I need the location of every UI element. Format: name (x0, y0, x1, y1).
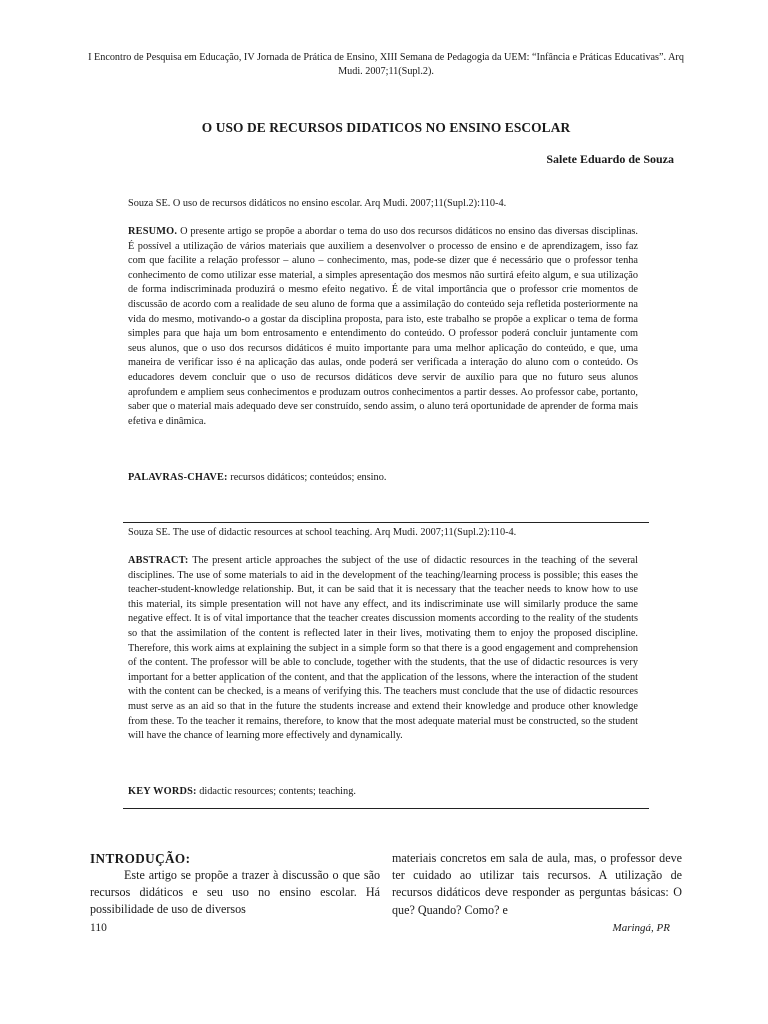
keywords-label-portuguese: PALAVRAS-CHAVE: (128, 472, 228, 483)
divider-top (123, 522, 649, 523)
introduction-continuation: materiais concretos em sala de aula, mas, o professor deve ter cuidado ao utilizar tais recursos. A utilização de recursos didáticos deve responder as perguntas básicas: O que? Quando? Como? e (392, 851, 682, 917)
keywords-text-portuguese: recursos didáticos; conteúdos; ensino. (227, 472, 387, 483)
abstract-portuguese (128, 225, 638, 429)
keywords-label-english: KEY WORDS: (128, 786, 197, 797)
introduction-heading: INTRODUÇÃO: (90, 851, 191, 866)
keywords-english (128, 785, 638, 800)
abstract-text-portuguese: O presente artigo se propõe a abordar o tema do uso dos recursos didáticos no ensino das diversas disciplinas. É possível a utilização de vários materiais que auxiliem a desenvolver o processo de ensino e de aprendizagem, isso faz com que facilite a relação professor – aluno – conhecimento, mas, pode-se dizer que é necessário que o professor tenha conhecimento de como utilizar esse material, a simples apresentação dos mesmos não surtirá efeito algum, e sua utilização de forma indiscriminada produzirá o mesmo efeito negativo. É de vital importância que o professor crie momentos de discussão de acordo com a realidade de seu aluno de forma que a assimilação do conteúdo seja refletida posteriormente na vida do mesmo, motivando-o a gostar da disciplina proposta, para isto, este trabalho se propõe a explicar o tema de forma simples para que haja um bom entrosamento e entendimento do conteúdo. O professor poderá concluir juntamente com seus alunos, que o uso dos recursos didáticos é muito importante para uma melhor aplicação do conteúdo, e que, uma maneira de verificar isso é na aplicação das aulas, onde poderá ser verificada a interação do aluno com o conteúdo. Os educadores devem concluir que o uso de recursos didáticos deve servir de auxílio para que no futuro seus alunos aprofundem e ampliem seus conhecimentos e produzam outros conhecimentos a partir desses. Ao professor cabe, portanto, saber que o material mais adequado deve ser construído, sendo assim, o aluno terá oportunidade de aprender de forma mais efetiva e dinâmica. (128, 226, 638, 427)
introduction-paragraph: Este artigo se propõe a trazer à discussão o que são recursos didáticos e seu uso no ensino escolar. Há possibilidade de uso de diversos (90, 868, 380, 917)
footer-place: Maringá, PR (612, 922, 670, 934)
citation-portuguese: Souza SE. O uso de recursos didáticos no ensino escolar. Arq Mudi. 2007;11(Supl.2):110-4. (128, 198, 507, 209)
divider-bottom (123, 808, 649, 809)
article-author: Salete Eduardo de Souza (546, 152, 674, 166)
abstract-text-english: The present article approaches the subject of the use of didactic resources in the teaching of the several disciplines. The use of some materials to aid in the development of the teaching/learning process is possible; this eases the teacher-student-knowledge relationship. But, it can be said that it is necessary that the teacher needs to know how to use this material, its simple presentation will not have any effect, and its indiscriminate use will similarly produce the same negative effect. It is of vital importance that the teacher creates discussion moments according to the reality of the students so that the assimilation of the content is reflected later in their lives, motivating them to enjoy the proposed discipline. Therefore, this work aims at explaining the subject in a simple form so that there is a good engagement and comprehension of the content. The professor will be able to conclude, together with the students, that the use of didactic resources is very important for a better application of the content, and that the application of the lessons, where the interaction of the student with the content can be checked, is a means of verifying this. The teachers must conclude that the use of didactic resources must serve as an aid so that in the future the students increase and extend their knowledge and produce other knowledge from these. To the teacher it remains, therefore, to know that the most adequate material must be constructed, so the student will have the chance of learning more effectively and dynamically. (128, 555, 638, 742)
abstract-english (128, 554, 638, 744)
keywords-text-english: didactic resources; contents; teaching. (196, 786, 356, 797)
abstract-label-portuguese: RESUMO. (128, 226, 178, 237)
keywords-portuguese (128, 471, 638, 486)
abstract-label-english: ABSTRACT: (128, 555, 189, 566)
citation-english: Souza SE. The use of didactic resources at school teaching. Arq Mudi. 2007;11(Supl.2):110-4. (128, 527, 517, 538)
page-number: 110 (90, 922, 107, 934)
running-header: I Encontro de Pesquisa em Educação, IV Jornada de Prática de Ensino, XIII Semana de Pedagogia da UEM: “Infância e Práticas Educativas”. Arq Mudi. 2007;11(Supl.2). (88, 52, 684, 77)
article-title: O USO DE RECURSOS DIDATICOS NO ENSINO ESCOLAR (201, 120, 571, 135)
body-column-right (392, 850, 682, 919)
body-column-left (90, 850, 380, 919)
